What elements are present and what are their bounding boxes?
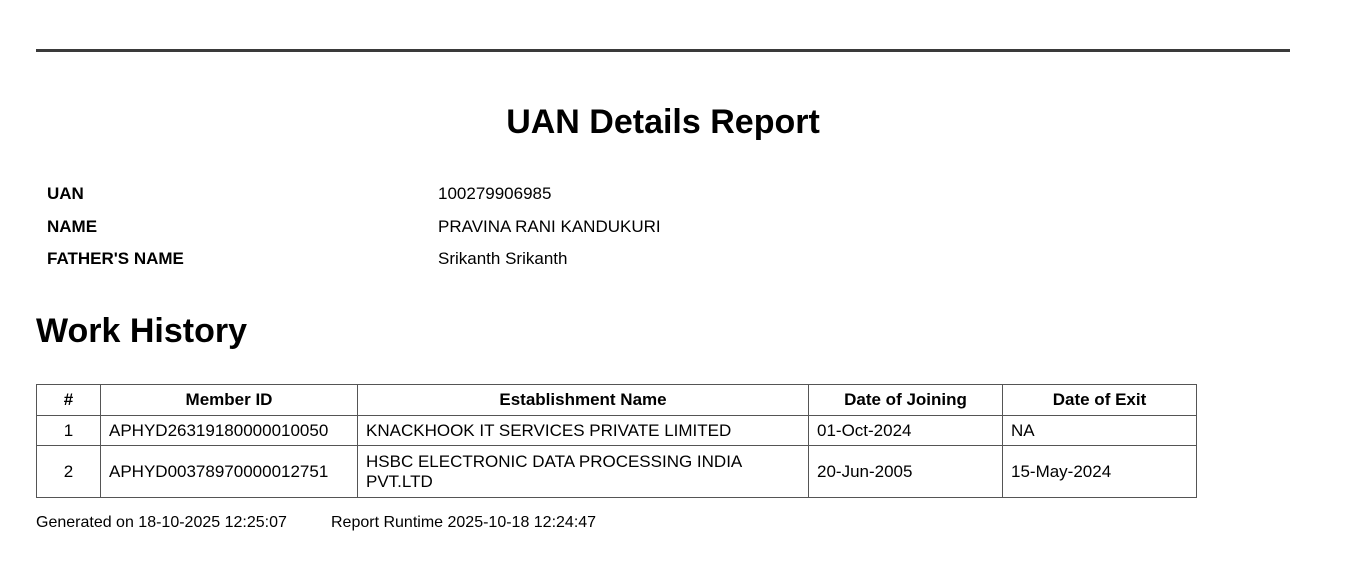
row-index: 2 [37,446,101,498]
work-history-title: Work History [36,312,247,350]
column-header-establishment: Establishment Name [358,385,809,416]
column-header-member-id: Member ID [101,385,358,416]
info-label: NAME [47,217,98,236]
column-header-date-of-joining: Date of Joining [809,385,1003,416]
top-divider [36,49,1290,52]
date-of-exit-cell: NA [1003,416,1197,446]
row-index: 1 [37,416,101,446]
info-label: FATHER'S NAME [47,249,184,268]
info-value: PRAVINA RANI KANDUKURI [438,217,661,236]
date-of-joining-cell: 20-Jun-2005 [809,446,1003,498]
report-runtime-text: Report Runtime 2025-10-18 12:24:47 [331,514,597,531]
date-of-exit-cell: 15-May-2024 [1003,446,1197,498]
table-row [37,446,1197,498]
generated-on-text: Generated on 18-10-2025 12:25:07 [36,514,287,531]
column-header-date-of-exit: Date of Exit [1003,385,1197,416]
establishment-cell: KNACKHOOK IT SERVICES PRIVATE LIMITED [358,416,809,446]
table-header-row [37,385,1197,416]
column-header-index: # [37,385,101,416]
table-row [37,416,1197,446]
info-value: Srikanth Srikanth [438,249,568,268]
work-history-table [36,384,1197,498]
info-label: UAN [47,184,84,203]
date-of-joining-cell: 01-Oct-2024 [809,416,1003,446]
member-id-cell: APHYD00378970000012751 [101,446,358,498]
info-value: 100279906985 [438,184,552,203]
member-id-cell: APHYD26319180000010050 [101,416,358,446]
report-title: UAN Details Report [506,103,820,141]
establishment-cell: HSBC ELECTRONIC DATA PROCESSING INDIA PVT.LTD [358,446,809,498]
